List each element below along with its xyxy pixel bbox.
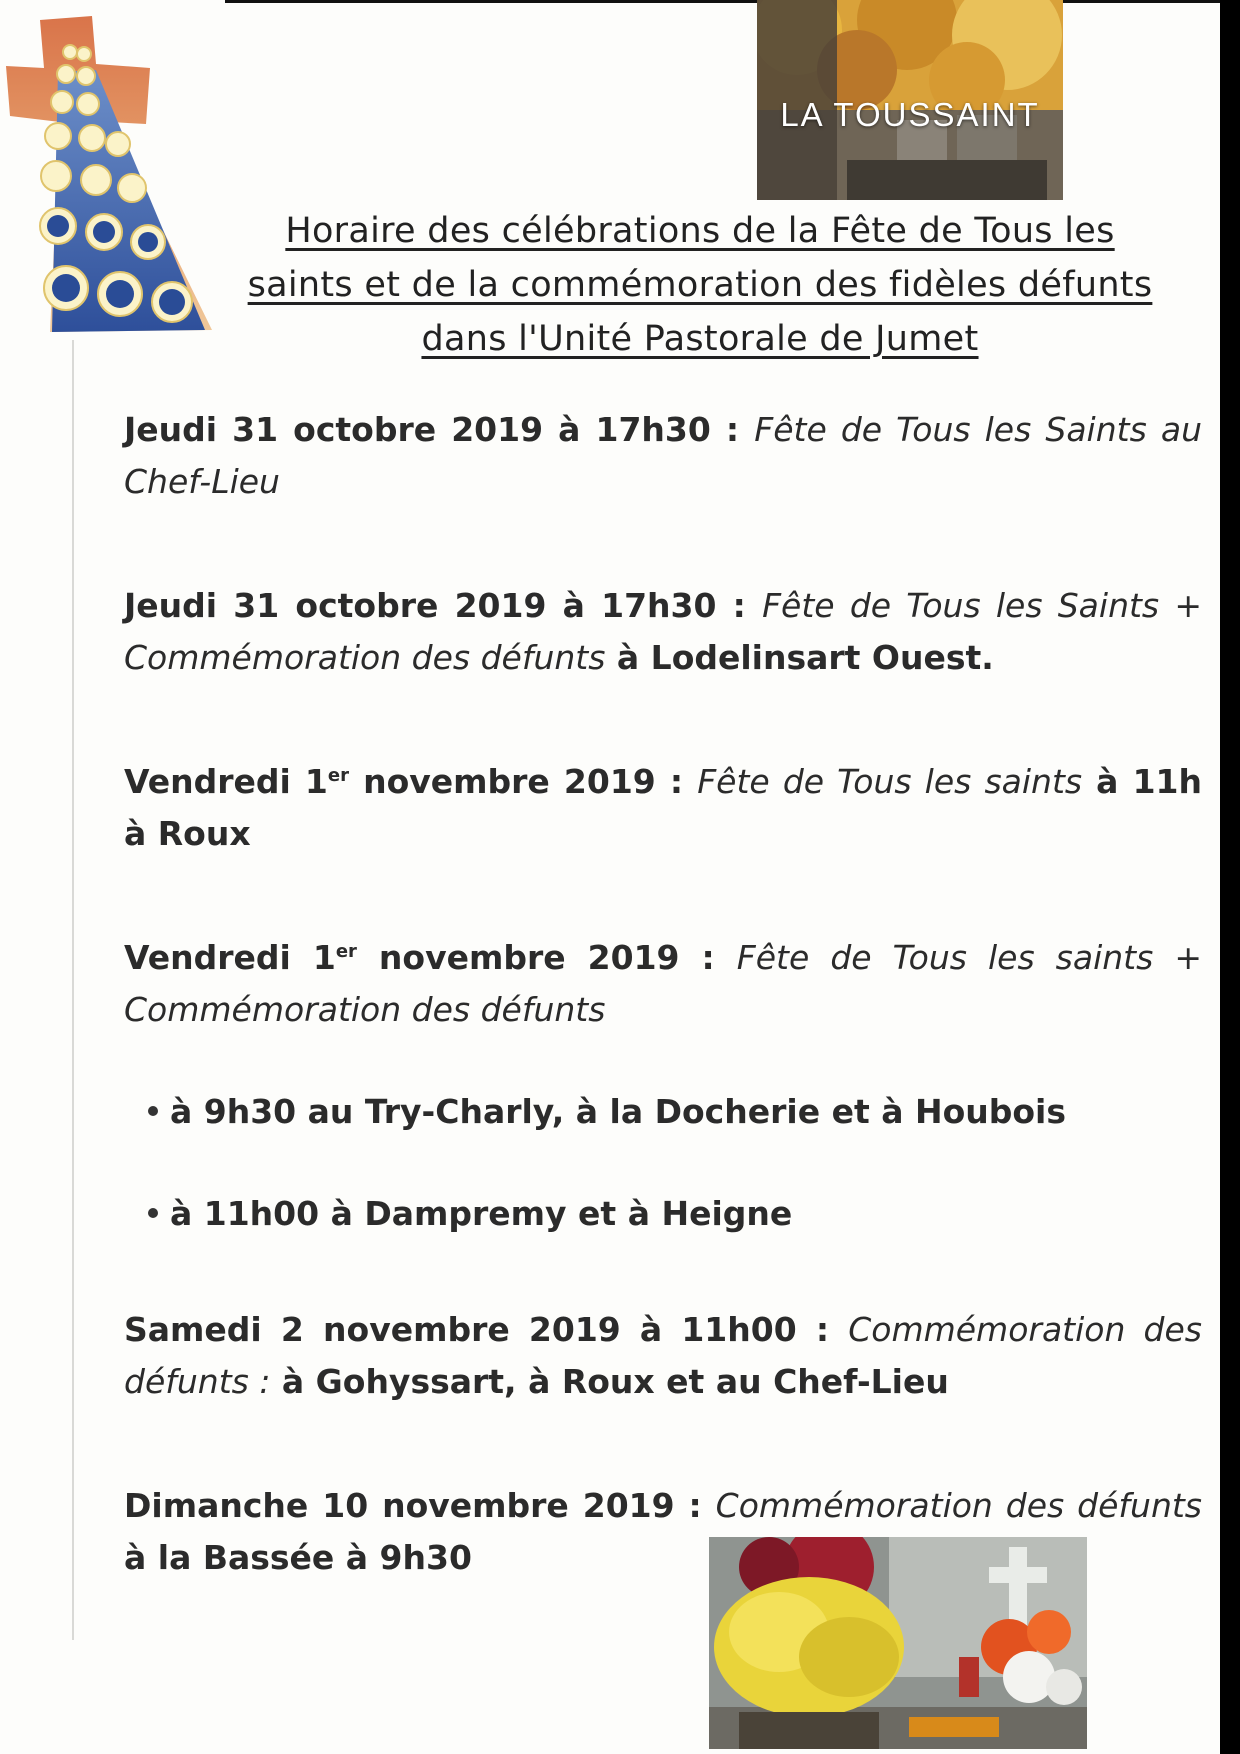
title-line-2: saints et de la commémoration des fidèles défunts <box>247 265 1153 305</box>
entry-celebration: Fête de Tous les Saints au Chef-Lieu <box>124 410 1202 501</box>
entry-location: à la Bassée à 9h30 <box>124 1538 472 1577</box>
chrysanthemum-image <box>709 1537 1087 1749</box>
photo-caption: LA TOUSSAINT <box>780 96 1040 133</box>
schedule-entry-4 <box>124 932 1202 1036</box>
right-edge <box>1220 0 1240 1754</box>
title-line-1: Horaire des célébrations de la Fête de Tous les <box>285 211 1115 251</box>
entry-date: Samedi 2 novembre 2019 à 11h00 : <box>124 1310 849 1349</box>
schedule-entry-1 <box>124 404 1202 508</box>
entry-location: à 11h à Roux <box>124 762 1202 853</box>
bullet-dot-icon <box>148 1106 158 1116</box>
top-border-line <box>225 0 1240 3</box>
bullet-item-1: à 9h30 au Try-Charly, à la Docherie et à Houbois <box>148 1086 1188 1138</box>
schedule-entry-5 <box>124 1304 1202 1408</box>
entry-celebration: Commémoration des défunts : <box>124 1310 1202 1401</box>
toussaint-photo <box>757 0 1063 200</box>
entry-celebration: Fête de Tous les Saints + Commémoration des défunts <box>124 586 1202 677</box>
entry-location: à Lodelinsart Ouest. <box>605 638 994 677</box>
entry-celebration: Commémoration des défunts <box>715 1486 1202 1525</box>
schedule-entry-3 <box>124 756 1202 860</box>
chrysanthemum-photo <box>709 1537 1087 1749</box>
entry-date: Jeudi 31 octobre 2019 à 17h30 : <box>124 586 763 625</box>
schedule-entry-2 <box>124 580 1202 684</box>
page-title <box>200 204 1200 366</box>
entry-date: Vendredi 1er novembre 2019 : <box>124 938 737 977</box>
cross-saints-illustration <box>0 12 220 334</box>
bullet-item-2: à 11h00 à Dampremy et à Heigne <box>148 1188 1188 1240</box>
bullet-dot-icon <box>148 1208 158 1218</box>
entry-date: Jeudi 31 octobre 2019 à 17h30 : <box>124 410 755 449</box>
entry-location: à Gohyssart, à Roux et au Chef-Lieu <box>270 1362 949 1401</box>
entry-date: Vendredi 1er novembre 2019 : <box>124 762 698 801</box>
left-margin-line <box>72 340 74 1640</box>
entry-celebration: Fête de Tous les saints <box>697 762 1083 801</box>
entry-date: Dimanche 10 novembre 2019 : <box>124 1486 716 1525</box>
entry-celebration: Fête de Tous les saints + Commémoration des défunts <box>124 938 1202 1029</box>
title-line-3: dans l'Unité Pastorale de Jumet <box>421 319 979 359</box>
